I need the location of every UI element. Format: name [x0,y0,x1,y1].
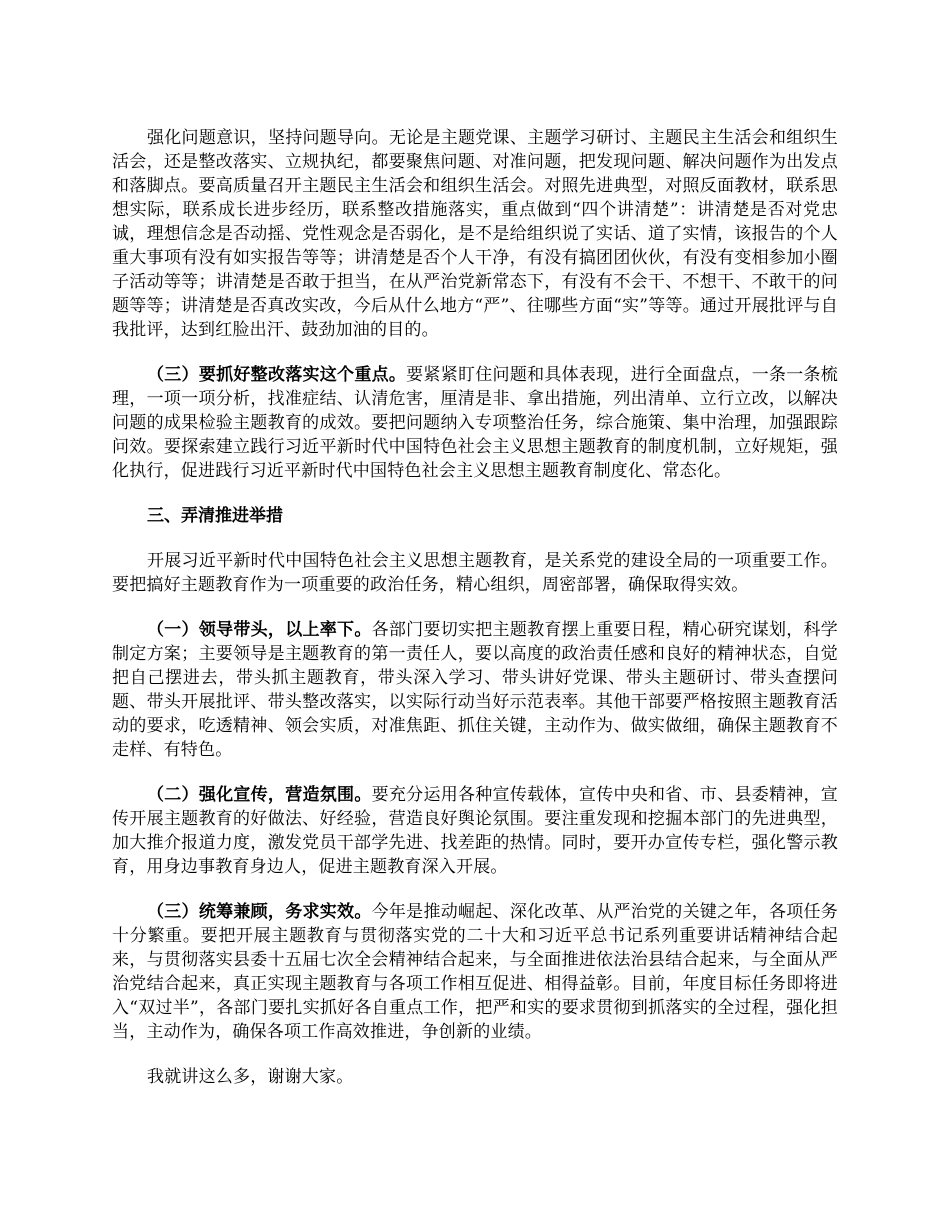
paragraph-lead: （二）强化宣传，营造氛围。 [147,785,372,805]
paragraph-closing [112,1065,838,1089]
paragraph-text: 今年是推动崛起、深化改革、从严治党的关键之年，各项任务十分繁重。要把开展主题教育与贯彻落实党的二十大和习近平总书记系列重要讲话精神结合起来，与贯彻落实县委十五届七次全会精神结合起来，与全面推进依法治县结合起来，与全面从严治党结合起来，真正实现主题教育与各项工作相互促进、相得益彰。目前，年度目标任务即将进入“双过半”，各部门要扎实抓好各自重点工作，把严和实的要求贯彻到抓落实的全过程，强化担当，主动作为，确保各项工作高效推进，争创新的业绩。 [112,902,838,1042]
paragraph-rectification [112,363,838,483]
paragraph-text: 开展习近平新时代中国特色社会主义思想主题教育，是关系党的建设全局的一项重要工作。要把搞好主题教育作为一项重要的政治任务，精心组织，周密部署，确保取得实效。 [112,551,838,595]
paragraph-coordination [112,900,838,1044]
document-page [112,126,838,1110]
paragraph-text: 我就讲这么多，谢谢大家。 [147,1067,354,1087]
paragraph-text: 强化问题意识，坚持问题导向。无论是主题党课、主题学习研讨、主题民主生活会和组织生活会，还是整改落实、立规执纪，都要聚焦问题、对准问题，把发现问题、解决问题作为出发点和落脚点。要高质量召开主题民主生活会和组织生活会。对照先进典型，对照反面教材，联系思想实际，联系成长进步经历，联系整改措施落实，重点做到“四个讲清楚”：讲清楚是否对党忠诚，理想信念是否动摇、党性观念是否弱化，是不是给组织说了实话、道了实情，该报告的个人重大事项有没有如实报告等等；讲清楚是否个人干净，有没有搞团团伙伙，有没有变相参加小圈子活动等等；讲清楚是否敢于担当，在从严治党新常态下，有没有不会干、不想干、不敢干的问题等等；讲清楚是否真改实改，今后从什么地方“严”、往哪些方面“实”等等。通过开展批评与自我批评，达到红脸出汗、鼓劲加油的目的。 [112,128,838,340]
paragraph-publicity [112,783,838,879]
paragraph-leadership [112,618,838,762]
paragraph-intro [112,549,838,597]
paragraph-problem-awareness [112,126,838,342]
paragraph-text: 要充分运用各种宣传载体，宣传中央和省、市、县委精神，宣传开展主题教育的好做法、好经验，营造良好舆论氛围。要注重发现和挖掘本部门的先进典型，加大推介报道力度，激发党员干部学先进、找差距的热情。同时，要开办宣传专栏，强化警示教育，用身边事教育身边人，促进主题教育深入开展。 [112,785,838,877]
paragraph-text: 各部门要切实把主题教育摆上重要日程，精心研究谋划，科学制定方案；主要领导是主题教育的第一责任人，要以高度的政治责任感和良好的精神状态，自觉把自己摆进去，带头抓主题教育，带头深入学习、带头讲好党课、带头主题研讨、带头查摆问题、带头开展批评、带头整改落实，以实际行动当好示范表率。其他干部要严格按照主题教育活动的要求，吃透精神、领会实质，对准焦距、抓住关键，主动作为、做实做细，确保主题教育不走样、有特色。 [112,620,838,760]
section-heading-3: 三、弄清推进举措 [147,506,283,526]
paragraph-lead: （三）统筹兼顾，务求实效。 [147,902,372,922]
paragraph-text: 要紧紧盯住问题和具体表现，进行全面盘点，一条一条梳理，一项一项分析，找准症结、认清危害，厘清是非、拿出措施，列出清单、立行立改，以解决问题的成果检验主题教育的成效。要把问题纳入专项整治任务，综合施策、集中治理，加强跟踪问效。要探索建立践行习近平新时代中国特色社会主义思想主题教育的制度机制，立好规矩，强化执行，促进践行习近平新时代中国特色社会主义思想主题教育制度化、常态化。 [112,365,839,481]
paragraph-lead: （一）领导带头，以上率下。 [147,620,372,640]
paragraph-lead: （三）要抓好整改落实这个重点。 [147,365,407,385]
